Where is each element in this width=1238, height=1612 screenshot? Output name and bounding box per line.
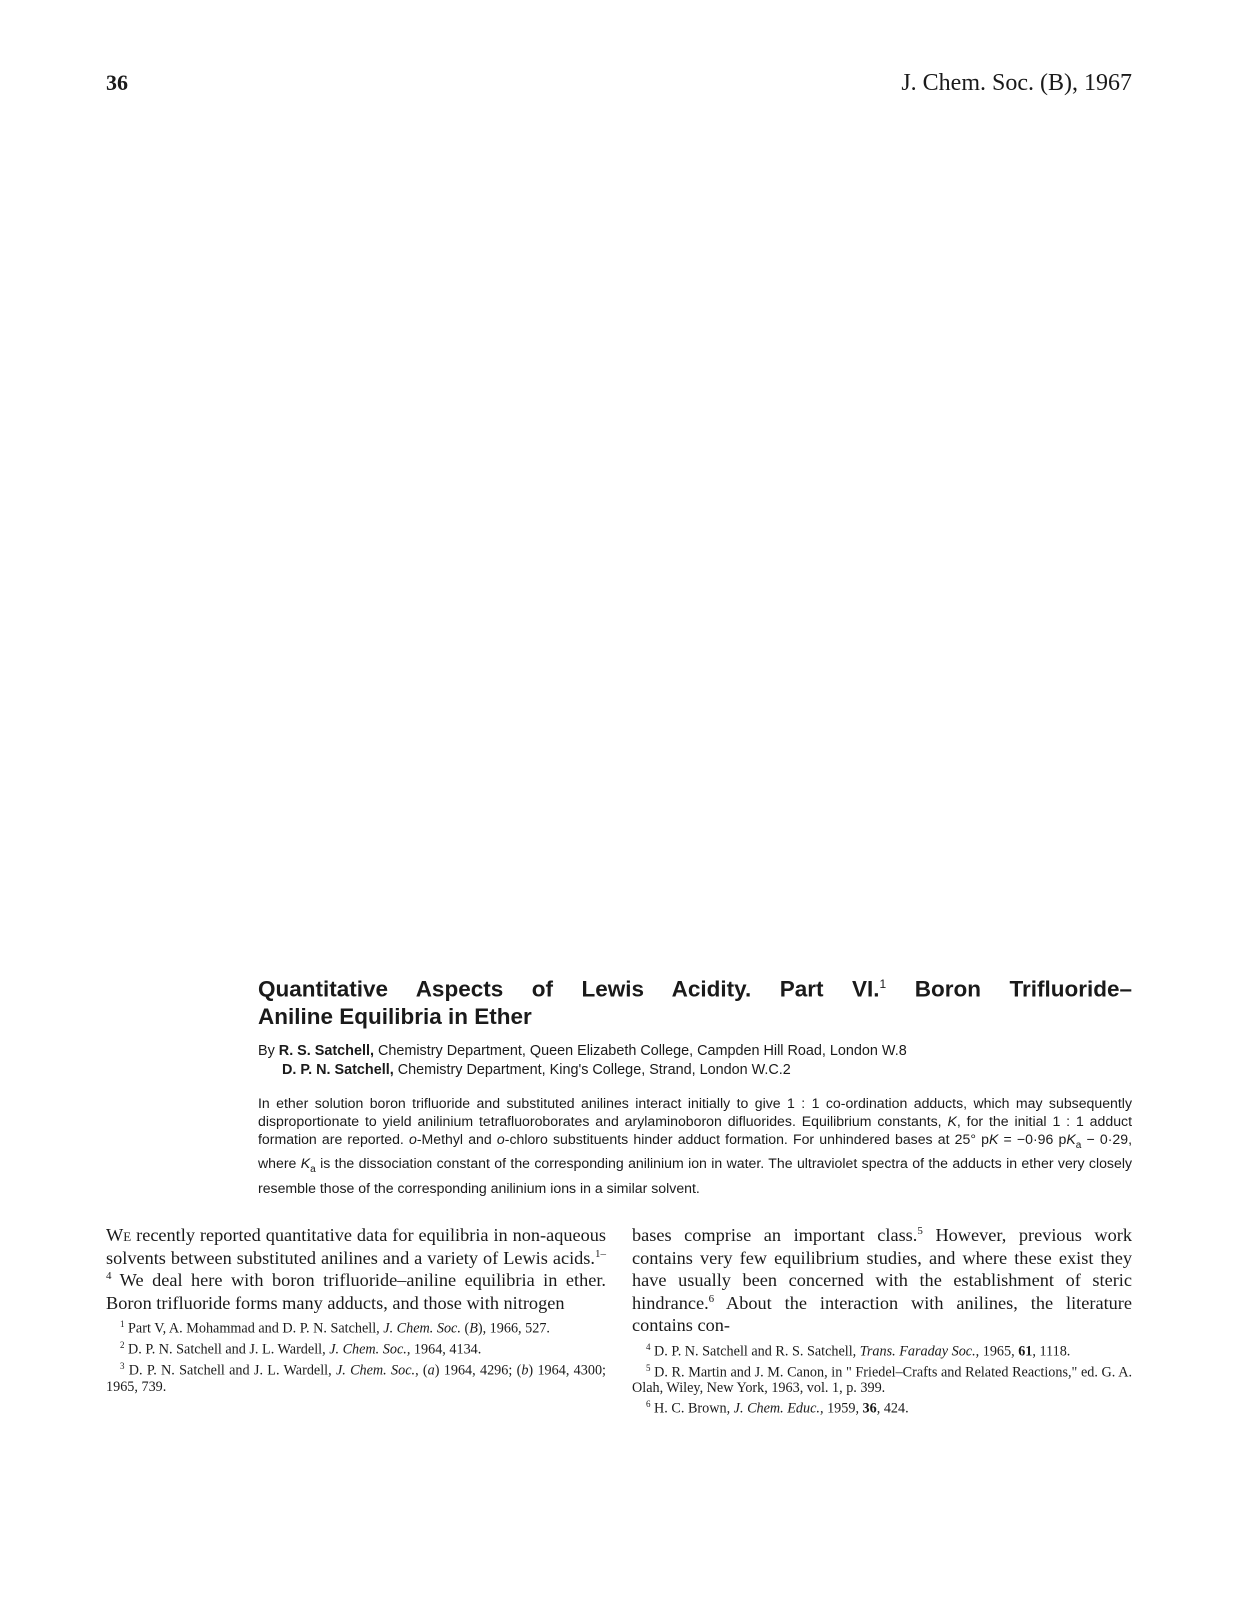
footnote-text: D. P. N. Satchell and R. S. Satchell, xyxy=(650,1343,860,1360)
abstract-symbol: K xyxy=(947,1112,957,1129)
journal-name: J. Chem. Soc. xyxy=(383,1321,461,1338)
footnote-3 xyxy=(106,1358,606,1395)
journal-name: Trans. Faraday Soc. xyxy=(859,1343,976,1360)
abstract-symbol: K xyxy=(1066,1130,1076,1147)
author-line-2 xyxy=(258,1061,1132,1080)
author-1-name: R. S. Satchell, xyxy=(278,1042,374,1059)
footnote-text: , 1118. xyxy=(1032,1343,1071,1360)
footnote-italic: b xyxy=(521,1362,529,1379)
footnote-text: ) 1964, 4300; 1965, 739. xyxy=(106,1362,606,1395)
journal-name: J. Chem. Soc. xyxy=(335,1362,416,1379)
footnote-italic: B xyxy=(469,1321,478,1338)
body-text: bases comprise an important class. xyxy=(632,1225,918,1245)
abstract-symbol: o xyxy=(496,1130,505,1147)
footnote-number: 6 xyxy=(646,1399,651,1410)
body-text: However, previous work contains very few equilibrium studies, and where these exist they have usually been concerned with the establishment of steric hindrance. xyxy=(632,1225,1132,1313)
footnote-5 xyxy=(632,1360,1132,1397)
footnote-text: , 1965, xyxy=(975,1343,1019,1360)
footnote-4 xyxy=(632,1339,1132,1360)
footnote-number: 1 xyxy=(120,1319,125,1330)
title-text-b: Boron Trifluoride– xyxy=(914,976,1132,1002)
abstract xyxy=(258,1094,1132,1198)
author-2-affiliation: Chemistry Department, King's College, Strand, London W.C.2 xyxy=(397,1061,791,1078)
footnote-number: 2 xyxy=(120,1340,125,1351)
title-line-1 xyxy=(258,971,1132,1003)
opening-word: We xyxy=(106,1225,132,1245)
article-title xyxy=(258,971,1132,1030)
volume-number: 36 xyxy=(862,1401,877,1418)
footnote-2 xyxy=(106,1337,606,1358)
footnote-text: , 1964, 4134. xyxy=(406,1341,482,1358)
abstract-symbol: K xyxy=(300,1155,311,1172)
abstract-text: -chloro substituents hinder adduct formation. For unhindered bases at 25° p xyxy=(504,1130,989,1147)
right-column xyxy=(632,1224,1132,1417)
abstract-text: , for the initial 1 : 1 adduct formation are reported. xyxy=(258,1112,1132,1147)
journal-citation: J. Chem. Soc. (B), 1967 xyxy=(901,70,1132,96)
abstract-text: = −0·96 p xyxy=(998,1130,1067,1147)
abstract-text: is the dissociation constant of the corresponding anilinium ion in water. The ultraviolet spectra of the adducts in ether very closely resemble those of the corresponding anilinium ions in a similar solvent. xyxy=(258,1155,1132,1197)
abstract-subscript: a xyxy=(1075,1139,1082,1151)
footnote-number: 5 xyxy=(646,1362,651,1373)
footnote-text: ), 1966, 527. xyxy=(477,1321,550,1338)
reference-marker: 6 xyxy=(708,1292,715,1305)
footnote-text: , 1959, xyxy=(819,1401,863,1418)
body-paragraph-right xyxy=(632,1224,1132,1337)
title-footnote-ref: 1 xyxy=(879,977,887,991)
left-column xyxy=(106,1224,606,1395)
footnote-text: ) 1964, 4296; ( xyxy=(434,1362,522,1379)
footnote-italic: a xyxy=(427,1362,435,1379)
reference-marker: 1–4 xyxy=(106,1247,606,1283)
footnote-1 xyxy=(106,1316,606,1337)
footnote-text: , 424. xyxy=(876,1401,909,1418)
footnotes-left xyxy=(106,1316,606,1394)
footnote-text: D. P. N. Satchell and J. L. Wardell, xyxy=(124,1362,336,1379)
body-text: About the interaction with anilines, the literature contains con- xyxy=(632,1292,1132,1336)
footnote-text: D. P. N. Satchell and J. L. Wardell, xyxy=(124,1341,330,1358)
body-text: recently reported quantitative data for equilibria in non-aqueous solvents between substituted anilines and a variety of Lewis acids. xyxy=(106,1225,606,1268)
abstract-symbol: o xyxy=(409,1130,417,1147)
abstract-subscript: a xyxy=(310,1164,316,1176)
journal-name: J. Chem. Soc. xyxy=(329,1341,407,1358)
body-text: We deal here with boron trifluoride–aniline equilibria in ether. Boron trifluoride forms many adducts, and those with nitrogen xyxy=(106,1270,606,1313)
footnote-number: 3 xyxy=(120,1360,125,1371)
abstract-text: -Methyl and xyxy=(416,1130,497,1147)
author-2-name: D. P. N. Satchell, xyxy=(282,1061,394,1078)
footnote-6 xyxy=(632,1396,1132,1417)
author-1-affiliation: Chemistry Department, Queen Elizabeth College, Campden Hill Road, London W.8 xyxy=(377,1042,907,1059)
journal-name: J. Chem. Educ. xyxy=(733,1401,820,1418)
running-head xyxy=(106,70,1132,104)
footnote-number: 4 xyxy=(646,1341,651,1352)
author-line-1 xyxy=(258,1042,1132,1061)
byline xyxy=(258,1042,1132,1080)
footnote-text: Part V, A. Mohammad and D. P. N. Satchell, xyxy=(124,1321,384,1338)
body-paragraph-left xyxy=(106,1224,606,1314)
footnotes-right xyxy=(632,1339,1132,1417)
abstract-text: In ether solution boron trifluoride and substituted anilines interact initially to give 1 : 1 co-ordination adducts, which may subsequently disproportionate to yield anilinium tetrafluoroborates and arylaminoboron difluorides. Equilibrium constants, xyxy=(258,1094,1132,1129)
title-text-a: Quantitative Aspects of Lewis Acidity. Part VI. xyxy=(258,976,880,1002)
page-number: 36 xyxy=(106,70,128,95)
footnote-text: D. R. Martin and J. M. Canon, in " Friedel–Crafts and Related Reactions," ed. G. A. Olah, Wiley, New York, 1963, vol. 1, p. 399. xyxy=(632,1364,1132,1397)
footnote-text: , ( xyxy=(415,1362,428,1379)
reference-marker: 5 xyxy=(917,1224,923,1237)
footnote-text: ( xyxy=(460,1321,470,1338)
volume-number: 61 xyxy=(1018,1343,1033,1360)
abstract-symbol: K xyxy=(988,1130,999,1147)
footnote-text: H. C. Brown, xyxy=(650,1401,734,1418)
by-label: By xyxy=(258,1042,275,1059)
article-header xyxy=(258,971,1132,1211)
abstract-text: − 0·29, where xyxy=(258,1130,1132,1172)
title-line-2: Aniline Equilibria in Ether xyxy=(258,1003,532,1029)
